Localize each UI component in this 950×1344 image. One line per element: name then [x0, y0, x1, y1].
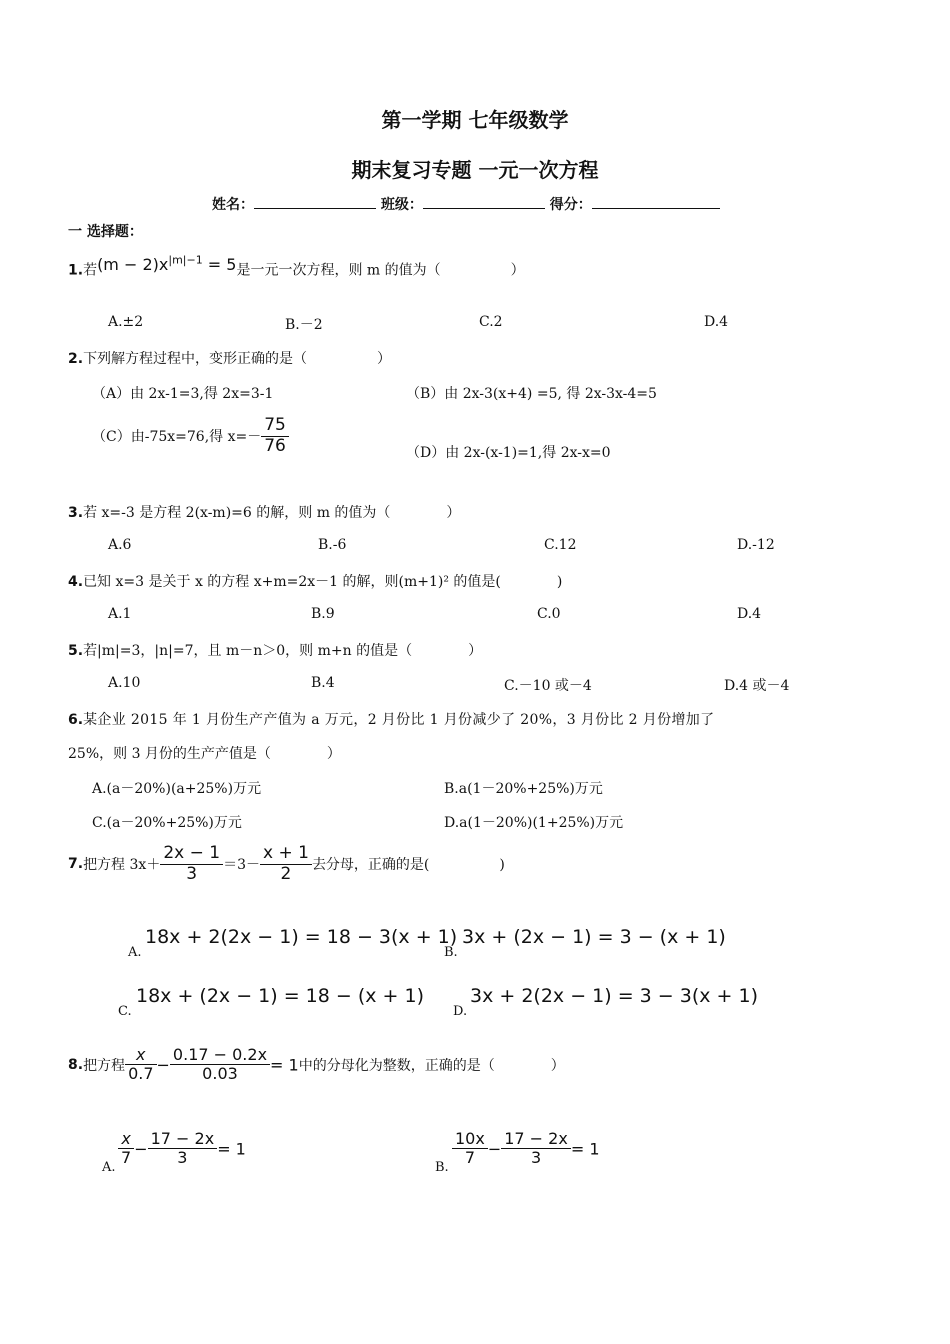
student-info-line: [212, 194, 720, 214]
equation-base: (m − 2)x: [97, 255, 169, 275]
fraction: [148, 1130, 218, 1168]
option-b-label[interactable]: B.: [435, 1160, 449, 1175]
option-c[interactable]: C.－10 或－4: [504, 678, 592, 694]
numerator: 0.17 − 0.2x: [172, 1045, 268, 1064]
option-a[interactable]: A.±2: [108, 314, 144, 330]
option-a[interactable]: A.1: [108, 606, 132, 622]
question-text: 把方程 3x＋: [83, 857, 161, 874]
option-c[interactable]: C.0: [537, 606, 561, 622]
denominator: 3: [501, 1148, 571, 1167]
option-c[interactable]: C.12: [544, 537, 577, 553]
minus-sign: −: [487, 1139, 502, 1159]
question-text: 中的分母化为整数，正确的是（ ）: [298, 1057, 565, 1074]
denominator: 7: [118, 1148, 134, 1167]
numerator: 10x: [455, 1129, 485, 1148]
minus-sign: −: [156, 1055, 170, 1075]
name-label: 姓名：: [212, 197, 254, 213]
option-d-label[interactable]: D.: [453, 1004, 468, 1019]
section-heading: 一 选择题：: [68, 224, 143, 240]
equation-rhs: = 1: [270, 1055, 299, 1075]
fraction: [118, 1130, 134, 1168]
question-number: 7.: [68, 856, 84, 873]
page-subtitle: 期末复习专题 一元一次方程: [351, 158, 599, 182]
option-d[interactable]: D.4: [704, 314, 729, 330]
fraction: [125, 1046, 156, 1084]
numerator: x: [121, 1129, 131, 1148]
option-b-label[interactable]: B.: [444, 945, 458, 960]
question-number: 6.: [68, 712, 84, 728]
option-c[interactable]: C.2: [479, 314, 503, 330]
option-c[interactable]: C.(a－20%+25%)万元: [92, 815, 242, 831]
option-b[interactable]: B.9: [311, 606, 335, 622]
question-text: ＝3－: [223, 857, 260, 874]
question-8: [68, 1046, 565, 1084]
question-4: [68, 571, 562, 591]
fraction: [501, 1130, 571, 1168]
minus-sign: −: [134, 1139, 148, 1159]
question-text: 某企业 2015 年 1 月份生产产值为 a 万元，2 月份比 1 月份减少了 20%，3 月份比 2 月份增加了: [83, 712, 715, 728]
option-b-equation[interactable]: 3x + (2x − 1) = 3 − (x + 1): [462, 926, 726, 948]
option-a[interactable]: （A）由 2x-1=3,得 2x=3-1: [92, 386, 274, 402]
question-text: 若 x=-3 是方程 2(x-m)=6 的解，则 m 的值为（ ）: [83, 505, 461, 521]
question-number: 3.: [68, 505, 84, 521]
score-blank[interactable]: [592, 194, 720, 209]
question-7: [68, 844, 505, 884]
option-d-equation[interactable]: 3x + 2(2x − 1) = 3 − 3(x + 1): [470, 985, 758, 1007]
numerator: 2x − 1: [163, 843, 221, 863]
numerator: 75: [264, 415, 286, 435]
option-d[interactable]: D.a(1－20%)(1+25%)万元: [444, 815, 624, 831]
question-text: 把方程: [83, 1057, 126, 1074]
option-d[interactable]: D.4: [737, 606, 762, 622]
question-number: 8.: [68, 1056, 84, 1073]
fraction: [452, 1130, 488, 1168]
question-6: [68, 709, 715, 729]
denominator: 76: [261, 436, 289, 457]
question-number: 1.: [68, 262, 84, 279]
page-title: 第一学期 七年级数学: [381, 108, 569, 132]
fraction: [160, 844, 223, 884]
question-number: 2.: [68, 351, 84, 367]
question-text: 是一元一次方程，则 m 的值为（ ）: [236, 262, 525, 279]
option-a[interactable]: A.(a－20%)(a+25%)万元: [92, 781, 262, 797]
score-label: 得分：: [549, 197, 592, 213]
class-label: 班级：: [380, 197, 423, 213]
option-a-label[interactable]: A.: [128, 945, 142, 960]
equation-rhs: = 1: [570, 1139, 600, 1159]
question-number: 5.: [68, 643, 84, 659]
fraction: [170, 1046, 270, 1084]
equation-exponent: |m|−1: [168, 254, 203, 267]
numerator: 17 − 2x: [504, 1129, 568, 1148]
fraction: [261, 416, 289, 456]
equation-rhs: = 5: [202, 255, 237, 275]
question-number: 4.: [68, 574, 84, 590]
denominator: 7: [452, 1148, 488, 1167]
option-a[interactable]: A.10: [108, 675, 141, 691]
option-c-label[interactable]: C.: [118, 1004, 132, 1019]
option-a-label[interactable]: A.: [102, 1160, 116, 1175]
fraction: [260, 844, 312, 884]
option-b[interactable]: B.4: [311, 675, 335, 691]
denominator: 0.03: [170, 1064, 270, 1083]
option-a-equation[interactable]: [118, 1130, 246, 1168]
option-a-equation[interactable]: 18x + 2(2x − 1) = 18 − 3(x + 1): [145, 926, 458, 948]
question-text: 去分母，正确的是( ): [311, 857, 505, 874]
equation-rhs: = 1: [217, 1139, 246, 1159]
name-blank[interactable]: [254, 194, 376, 209]
numerator: x: [136, 1045, 146, 1064]
question-text: 若|m|=3，|n|=7，且 m－n＞0，则 m+n 的值是（ ）: [83, 643, 483, 659]
question-text: 已知 x=3 是关于 x 的方程 x+m=2x－1 的解，则(m+1)² 的值是( ): [83, 574, 563, 590]
option-text: （C）由-75x=76,得 x=－: [92, 429, 262, 446]
option-b[interactable]: （B）由 2x-3(x+4) =5, 得 2x-3x-4=5: [406, 386, 657, 402]
option-b[interactable]: B.-6: [318, 537, 347, 553]
option-b[interactable]: B.－2: [285, 317, 323, 333]
numerator: x + 1: [263, 843, 309, 863]
question-5: [68, 640, 482, 660]
numerator: 17 − 2x: [150, 1129, 215, 1148]
class-blank[interactable]: [423, 194, 545, 209]
option-c[interactable]: [92, 416, 289, 456]
equation: [97, 255, 236, 274]
option-b-equation[interactable]: [452, 1130, 600, 1168]
denominator: 3: [160, 864, 223, 885]
denominator: 2: [260, 864, 312, 885]
denominator: 0.7: [125, 1064, 156, 1083]
question-1: [68, 254, 525, 279]
option-d[interactable]: （D）由 2x-(x-1)=1,得 2x-x=0: [406, 445, 611, 461]
option-d[interactable]: D.-12: [737, 537, 775, 553]
question-text: 若: [83, 262, 98, 279]
option-b[interactable]: B.a(1－20%+25%)万元: [444, 781, 603, 797]
option-c-equation[interactable]: 18x + (2x − 1) = 18 − (x + 1): [136, 985, 424, 1007]
denominator: 3: [148, 1148, 218, 1167]
question-2: [68, 348, 391, 368]
option-a[interactable]: A.6: [108, 537, 132, 553]
option-d[interactable]: D.4 或－4: [724, 678, 790, 694]
question-text: 下列解方程过程中，变形正确的是（ ）: [83, 351, 392, 367]
question-3: [68, 502, 460, 522]
question-text-continued: 25%，则 3 月份的生产产值是（ ）: [68, 746, 341, 762]
